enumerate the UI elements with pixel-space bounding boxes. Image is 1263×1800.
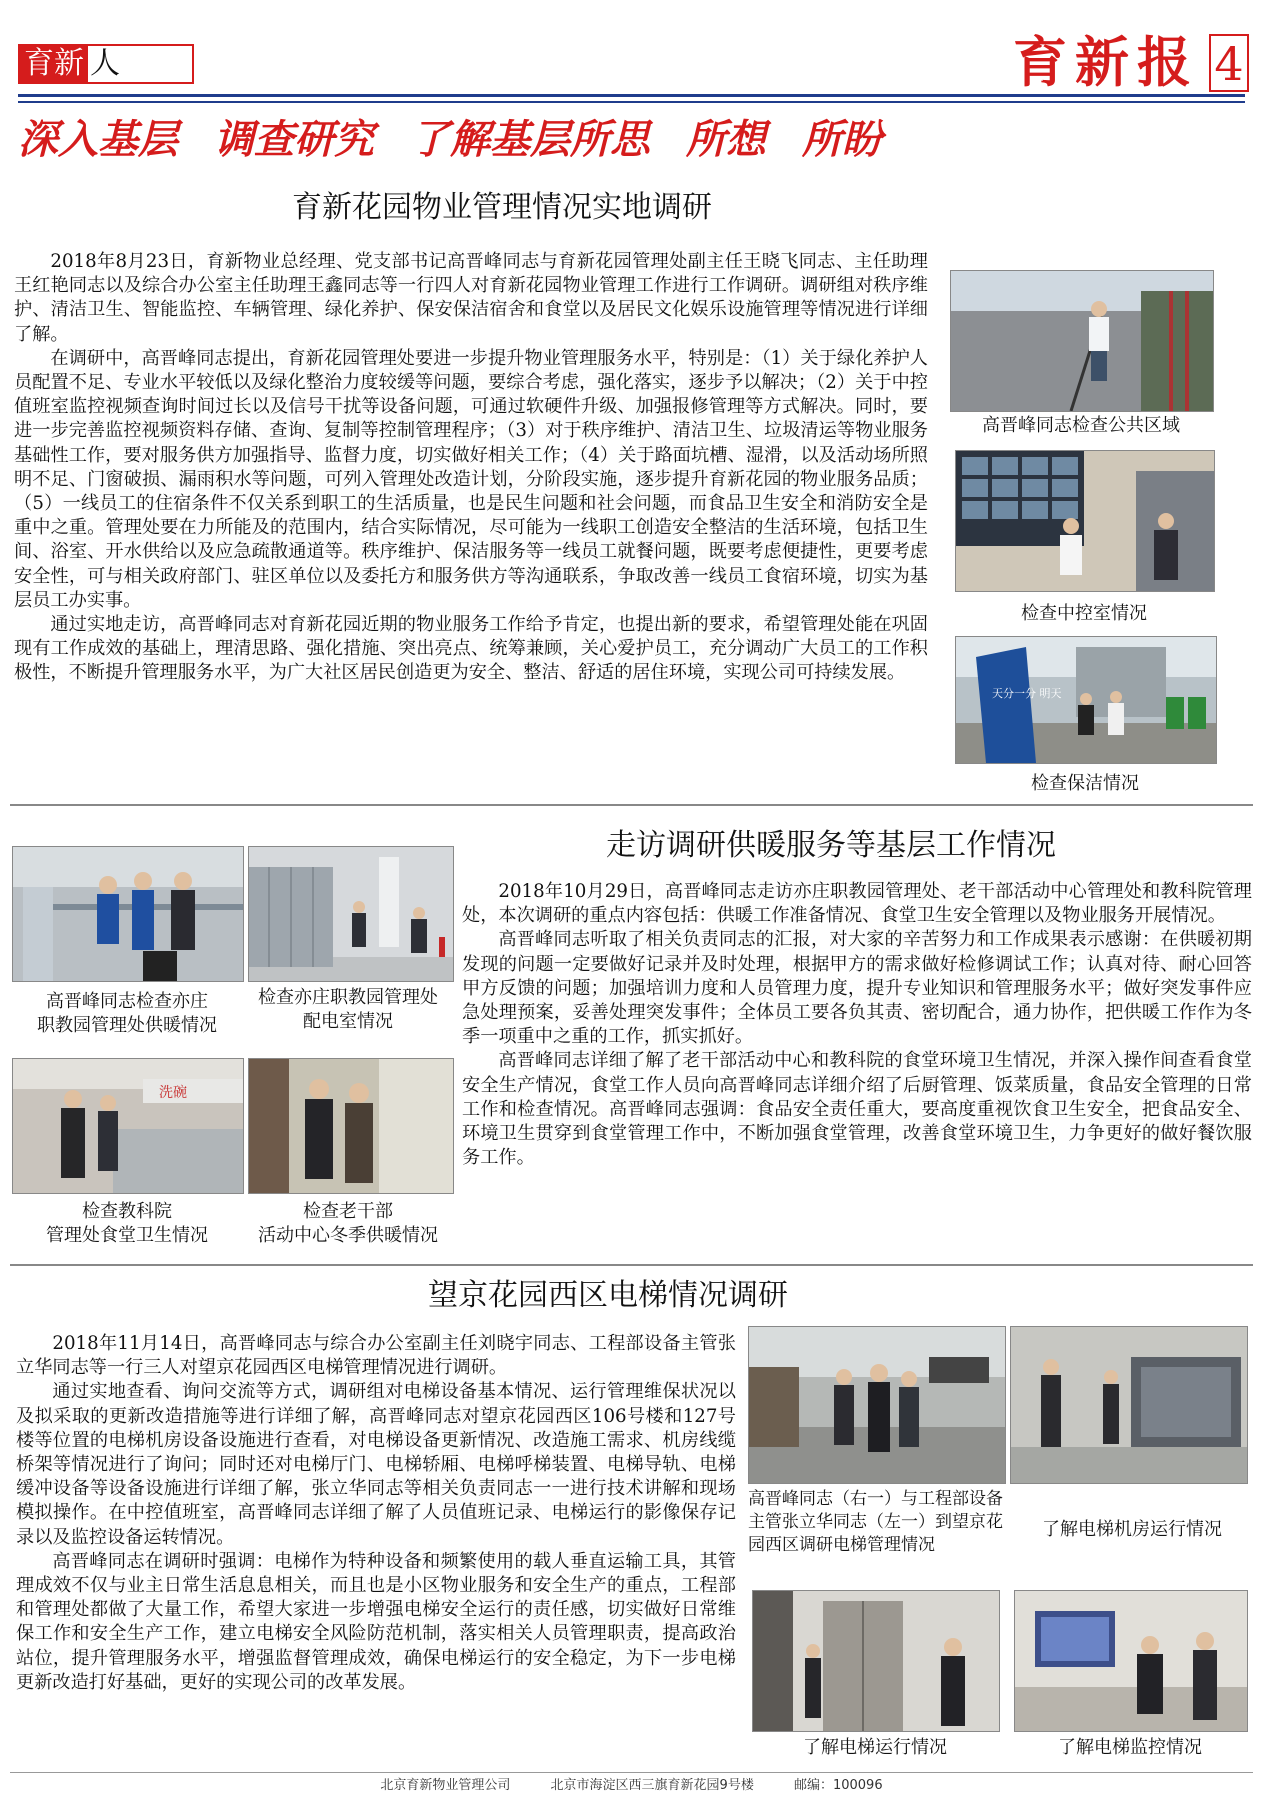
banner-part-2: 调查研究 [214,117,374,163]
footer-postcode: 邮编：100096 [793,1778,883,1793]
article3-paragraph: 高晋峰同志在调研时强调：电梯作为特种设备和频繁使用的载人垂直运输工具，其管理成效不仅与业主日常生活息息相关，而且也是小区物业服务和安全生产的重点，工程部和管理处都做了大量工作，希望大家进一步增强电梯安全运行的责任感，切实做好日常维保工作和安全生产工作，建立电梯安全风险防范机制，落实相关人员管理职责，提高政治站位，提升管理服务水平，增强监督管理成效，确保电梯运行的安全稳定，为下一步电梯更新改造打好基础，更好的实现公司的改革发展。 [16,1550,736,1693]
section-tag-black-text: 人 [90,46,120,81]
photo-control-room [955,450,1215,592]
caption-elevator-visit: 高晋峰同志（右一）与工程部设备主管张立华同志（左一）到望京花园西区调研电梯管理情况 [748,1489,1003,1555]
photo-machine-room [1010,1326,1248,1484]
header-rule-bottom [18,101,1245,103]
caption-public-area: 高晋峰同志检查公共区域 [982,415,1180,436]
caption-line: 检查老干部 [303,1201,393,1222]
article2-title: 走访调研供暖服务等基层工作情况 [606,828,1056,863]
page-number: 4 [1209,34,1249,92]
banner-part-3: 了解基层所思 [410,117,650,163]
article3-paragraph: 通过实地查看、询问交流等方式，调研组对电梯设备基本情况、运行管理维保状况以及拟采取的更新改造措施等进行详细了解，高晋峰同志对望京花园西区106号楼和127号楼等位置的电梯机房设备设施进行查看，对电梯设备更新情况、改造施工需求、机房线缆桥架等情况进行了询问；同时还对电梯厅门、电梯轿厢、电梯呼梯装置、电梯导轨、电梯缓冲设备等设备设施进行详细了解，张立华同志等相关负责同志一一进行技术讲解和现场模拟操作。在中控值班室，高晋峰同志详细了解了人员值班记录、电梯运行的影像保存记录以及监控设备运转情况。 [16,1381,736,1548]
caption-machine-room: 了解电梯机房运行情况 [1042,1519,1222,1540]
caption-control-room: 检查中控室情况 [1021,603,1147,624]
header-rule-top [18,94,1245,97]
caption-canteen [12,1200,242,1248]
photo-senior-center [248,1058,454,1194]
footer-address: 北京市海淀区西三旗育新花园9号楼 [550,1778,754,1793]
banner-part-4: 所想 [686,117,766,163]
photo-heating-check [12,846,244,982]
photo-elevator-visit [748,1326,1006,1484]
caption-line: 检查教科院 [82,1201,172,1222]
caption-cleaning: 检查保洁情况 [1031,773,1139,794]
banner-part-5: 所盼 [802,117,882,163]
article1-paragraph: 2018年8月23日，育新物业总经理、党支部书记高晋峰同志与育新花园管理处副主任王晓飞同志、主任助理王红艳同志以及综合办公室主任助理王鑫同志等一行四人对育新花园物业管理工作进行工作调研。调研组对秩序维护、清洁卫生、智能监控、车辆管理、绿化养护、保安保洁宿舍和食堂以及居民文化娱乐设施管理等情况进行详细了解。 [14,251,928,345]
article1-body [14,250,928,686]
sign-text: 天分一分 明天 [992,687,1062,700]
section-tag-red-text: 育新 [20,46,88,82]
article2-paragraph: 高晋峰同志听取了相关负责同志的汇报，对大家的辛苦努力和工作成果表示感谢：在供暖初期发现的问题一定要做好记录并及时处理，根据甲方的需求做好检修调试工作；认真对待、耐心回答甲方反馈的问题；加强培训力度和人员管理力度，提升专业知识和管理服务水平；做好突发事件应急处理预案，妥善处理突发事件；全体员工要各负其责、密切配合，通力协作，把供暖工作作为冬季一项重中之重的工作，抓实抓好。 [462,929,1252,1048]
caption-line: 配电室情况 [303,1011,393,1032]
caption-power-room [236,986,460,1034]
article3-body [16,1332,736,1695]
article1-title: 育新花园物业管理情况实地调研 [292,190,712,225]
masthead-title: 育新报 [1013,30,1199,94]
photo-elevator-operation [752,1590,1000,1732]
article2-paragraph: 2018年10月29日，高晋峰同志走访亦庄职教园管理处、老干部活动中心管理处和教科院管理处，本次调研的重点内容包括：供暖工作准备情况、食堂卫生安全管理以及物业服务开展情况。 [462,881,1252,927]
footer [0,1777,1263,1795]
caption-line: 管理处食堂卫生情况 [46,1225,208,1246]
caption-senior-center [236,1200,460,1248]
caption-line: 检查亦庄职教园管理处 [258,987,438,1008]
caption-elevator-monitor: 了解电梯监控情况 [1058,1737,1202,1758]
caption-line: 活动中心冬季供暖情况 [258,1225,438,1246]
caption-heating-check [12,990,242,1038]
photo-elevator-monitor [1014,1590,1248,1732]
photo-public-area [950,270,1214,412]
banner-part-1: 深入基层 [18,117,178,163]
section-divider-1 [10,804,1253,806]
caption-line: 职教园管理处供暖情况 [37,1015,217,1036]
article1-paragraph: 通过实地走访，高晋峰同志对育新花园近期的物业服务工作给予肯定，也提出新的要求，希望管理处能在巩固现有工作成效的基础上，理清思路、强化措施、突出亮点、统筹兼顾，关心爱护员工，充分调动广大员工的工作积极性，不断提升管理服务水平，为广大社区居民创造更为安全、整洁、舒适的居住环境，实现公司可持续发展。 [14,614,928,684]
caption-elevator-operation: 了解电梯运行情况 [803,1737,947,1758]
article3-paragraph: 2018年11月14日，高晋峰同志与综合办公室副主任刘晓宇同志、工程部设备主管张立华同志等一行三人对望京花园西区电梯管理情况进行调研。 [16,1333,736,1379]
article2-paragraph: 高晋峰同志详细了解了老干部活动中心和教科院的食堂环境卫生情况，并深入操作间查看食堂安全生产情况，食堂工作人员向高晋峰同志详细介绍了后厨管理、饭菜质量，食品安全管理的日常工作和检查情况。高晋峰同志强调：食品安全责任重大，要高度重视饮食卫生安全，把食品安全、环境卫生贯穿到食堂管理工作中，不断加强食堂管理，改善食堂环境卫生，力争更好的做好餐饮服务工作。 [462,1050,1252,1169]
section-tag [18,44,194,84]
canteen-sign-text: 洗碗 [159,1085,187,1101]
section-divider-2 [10,1264,1253,1266]
photo-cleaning [955,636,1217,764]
article2-body [462,880,1252,1170]
footer-rule [10,1772,1253,1773]
photo-canteen [12,1058,244,1194]
article1-paragraph: 在调研中，高晋峰同志提出，育新花园管理处要进一步提升物业管理服务水平，特别是：（1）关于绿化养护人员配置不足、专业水平较低以及绿化整治力度较缓等问题，要综合考虑，强化落实，逐步予以解决；（2）关于中控值班室监控视频查询时间过长以及信号干扰等设备问题，可通过软硬件升级、加强报修管理等方式解决。同时，要进一步完善监控视频资料存储、查询、复制等控制管理程序；（3）对于秩序维护、清洁卫生、垃圾清运等物业服务基础性工作，要对服务供方加强指导、监督力度，切实做好相关工作；（4）关于路面坑槽、湿滑，以及活动场所照明不足、门窗破损、漏雨积水等问题，可列入管理处改造计划，分阶段实施，逐步提升育新花园的物业服务品质；（5）一线员工的住宿条件不仅关系到职工的生活质量，也是民生问题和社会问题，而食品卫生安全和消防安全是重中之重。管理处要在力所能及的范围内，结合实际情况，尽可能为一线职工创造安全整洁的生活环境，包括卫生间、浴室、开水供给以及应急疏散通道等。秩序维护、保洁服务等一线员工就餐问题，既要考虑便捷性，更要考虑安全性，可与相关政府部门、驻区单位以及委托方和服务供方等沟通联系，争取改善一线员工食宿环境，切实为基层员工办实事。 [14,347,928,611]
headline-banner [18,112,1248,168]
caption-line: 高晋峰同志检查亦庄 [46,991,208,1012]
photo-power-room [248,846,454,982]
footer-company: 北京育新物业管理公司 [380,1778,511,1793]
article3-title: 望京花园西区电梯情况调研 [428,1278,788,1313]
